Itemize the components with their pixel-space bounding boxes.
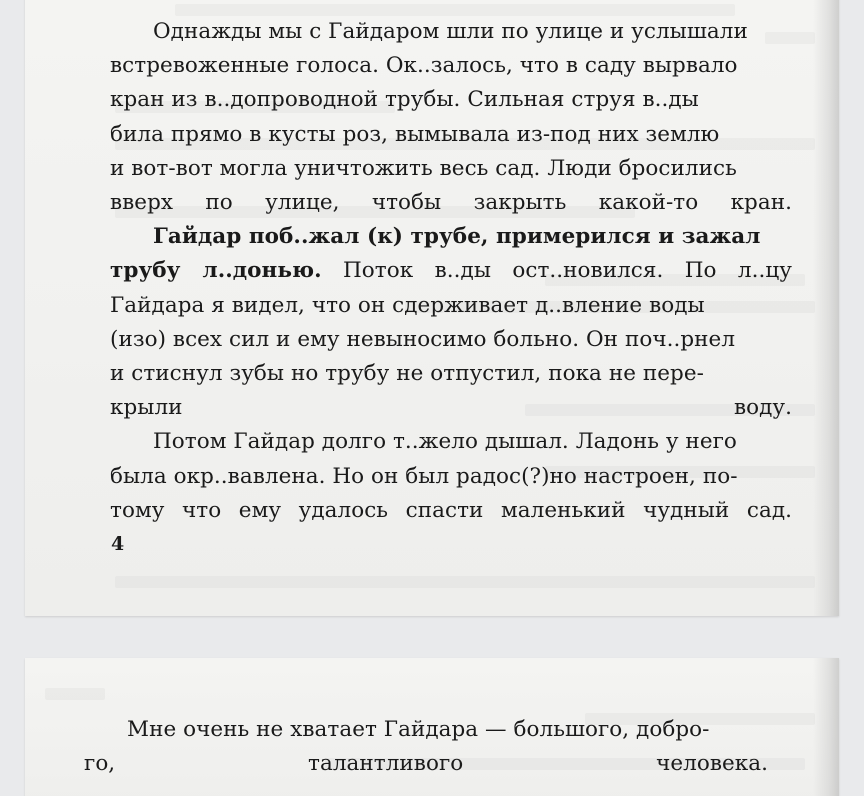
paragraph-3-line-3: тому что ему удалось спасти маленький чудный сад.	[110, 497, 792, 523]
paragraph-1-line-2: го, талантливого человека.	[84, 751, 768, 777]
paragraph-1-line-6: вверх по улице, чтобы закрыть какой-то кран.	[110, 190, 792, 216]
paragraph-2-line-5: и стиснул зубы но трубу не отпустил, пока не пере-	[110, 361, 704, 387]
paragraph-2-line-6: крыли воду.	[110, 395, 792, 421]
paragraph-2-line-1: Гайдар поб..жал (к) трубе, примерился и зажал	[153, 224, 761, 250]
bold-phrase: трубу л..донью.	[110, 258, 322, 284]
page-photo-1	[25, 0, 839, 616]
paragraph-1-line-5: и вот-вот могла уничтожить весь сад. Люди бросились	[110, 155, 737, 181]
paragraph-3-line-2: была окр..вавлена. Но он был радос(?)но настроен, по-	[110, 463, 738, 489]
paragraph-2-line-2: трубу л..донью. Поток в..ды ост..новился. По л..цу	[110, 258, 792, 284]
paragraph-1-line-1: Мне очень не хватает Гайдара — большого, добро-	[127, 717, 710, 742]
paragraph-3-line-1: Потом Гайдар долго т..жело дышал. Ладонь у него	[153, 429, 737, 455]
paragraph-1-line-4: била прямо в кусты роз, вымывала из-под них землю	[110, 121, 720, 147]
page-photo-2	[25, 658, 839, 796]
paragraph-2-line-3: Гайдара я видел, что он сдерживает д..вление воды	[110, 292, 705, 318]
page-number: 4	[111, 533, 125, 555]
text-block	[84, 713, 768, 781]
paragraph-1-line-1: Однажды мы с Гайдаром шли по улице и услышали	[153, 19, 748, 44]
paragraph-2-line-4: (изо) всех сил и ему невыносимо больно. Он поч..рнел	[110, 326, 736, 352]
paragraph-1-line-3: кран из в..допроводной трубы. Сильная струя в..ды	[110, 87, 699, 113]
page-edge-shadow	[813, 658, 839, 796]
text-block	[110, 15, 792, 528]
page-edge-shadow	[813, 0, 839, 616]
paragraph-1-line-2: встревоженные голоса. Ок..залось, что в саду вырвало	[110, 53, 738, 79]
